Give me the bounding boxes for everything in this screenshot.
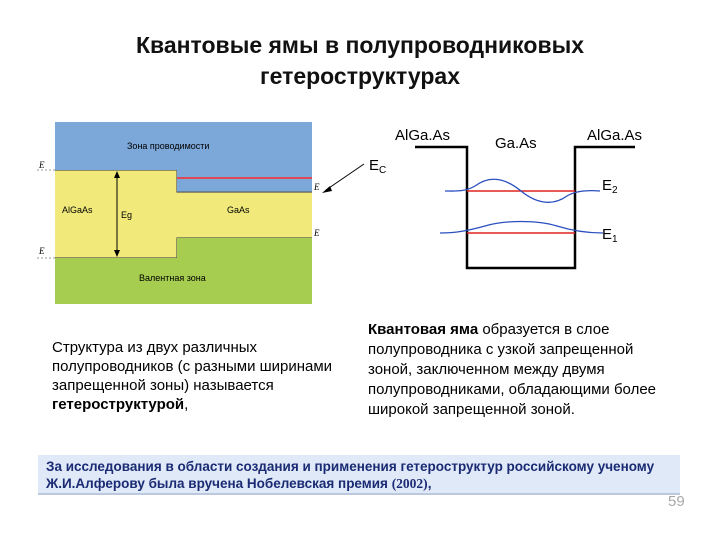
quantum-well-diagram — [355, 120, 655, 280]
ec-label: $E_C$ — [369, 157, 387, 176]
label-gaas-center: Ga.As — [495, 135, 537, 152]
definition-tail: , — [184, 396, 189, 413]
label-algaas-right: AlGa.As — [587, 127, 643, 144]
wavefunction-e1 — [440, 222, 603, 234]
ev-right-label: E — [314, 228, 320, 238]
conduction-fill-right — [177, 122, 312, 192]
nobel-year: (2002) — [391, 476, 428, 491]
valence-zone-label: Валентная зона — [139, 273, 206, 283]
quantum-well-text: образуется в слое полупроводника с узкой запрещенной зоной, заключенном между двумя полупроводниками, обладающими более широкой запрещенной зоной. — [368, 321, 657, 418]
slide-title — [0, 30, 720, 92]
well-outline — [415, 147, 635, 268]
nobel-note-text: За исследования в области создания и применения гетероструктур российскому ученому Ж.И.Алферову была вручена Нобелевская премия — [46, 459, 655, 491]
quantum-well-term: Квантовая яма — [368, 321, 479, 338]
conduction-zone-label: Зона проводимости — [127, 141, 210, 151]
heterostructure-band-diagram — [37, 122, 327, 304]
left-margin-white — [37, 122, 55, 304]
eg-label: Eg — [121, 210, 133, 220]
material-right-label: GaAs — [227, 205, 250, 215]
material-left-label: AlGaAs — [62, 205, 93, 215]
title-line-1: Квантовые ямы в полупроводниковых — [135, 32, 585, 58]
page-number: 59 — [668, 493, 685, 510]
title-line-2: гетероструктурах — [260, 63, 460, 89]
nobel-note-tail: , — [427, 476, 432, 491]
e2-label: $E_2$ — [602, 177, 618, 196]
quantum-well-definition — [368, 320, 668, 420]
nobel-note — [38, 455, 680, 495]
definition-term: гетероструктурой — [52, 396, 185, 413]
ec-left-label: E — [39, 160, 45, 170]
ev-left-label: E — [39, 246, 45, 256]
e1-label: $E_1$ — [602, 226, 618, 245]
definition-text: Структура из двух различных полупроводников (с разными ширинами запрещенной зоны) называется — [52, 339, 333, 394]
valence-fill-right — [177, 238, 312, 304]
label-algaas-left: AlGa.As — [395, 127, 451, 144]
heterostructure-definition — [52, 338, 342, 414]
ec-right-label: E — [314, 182, 320, 192]
